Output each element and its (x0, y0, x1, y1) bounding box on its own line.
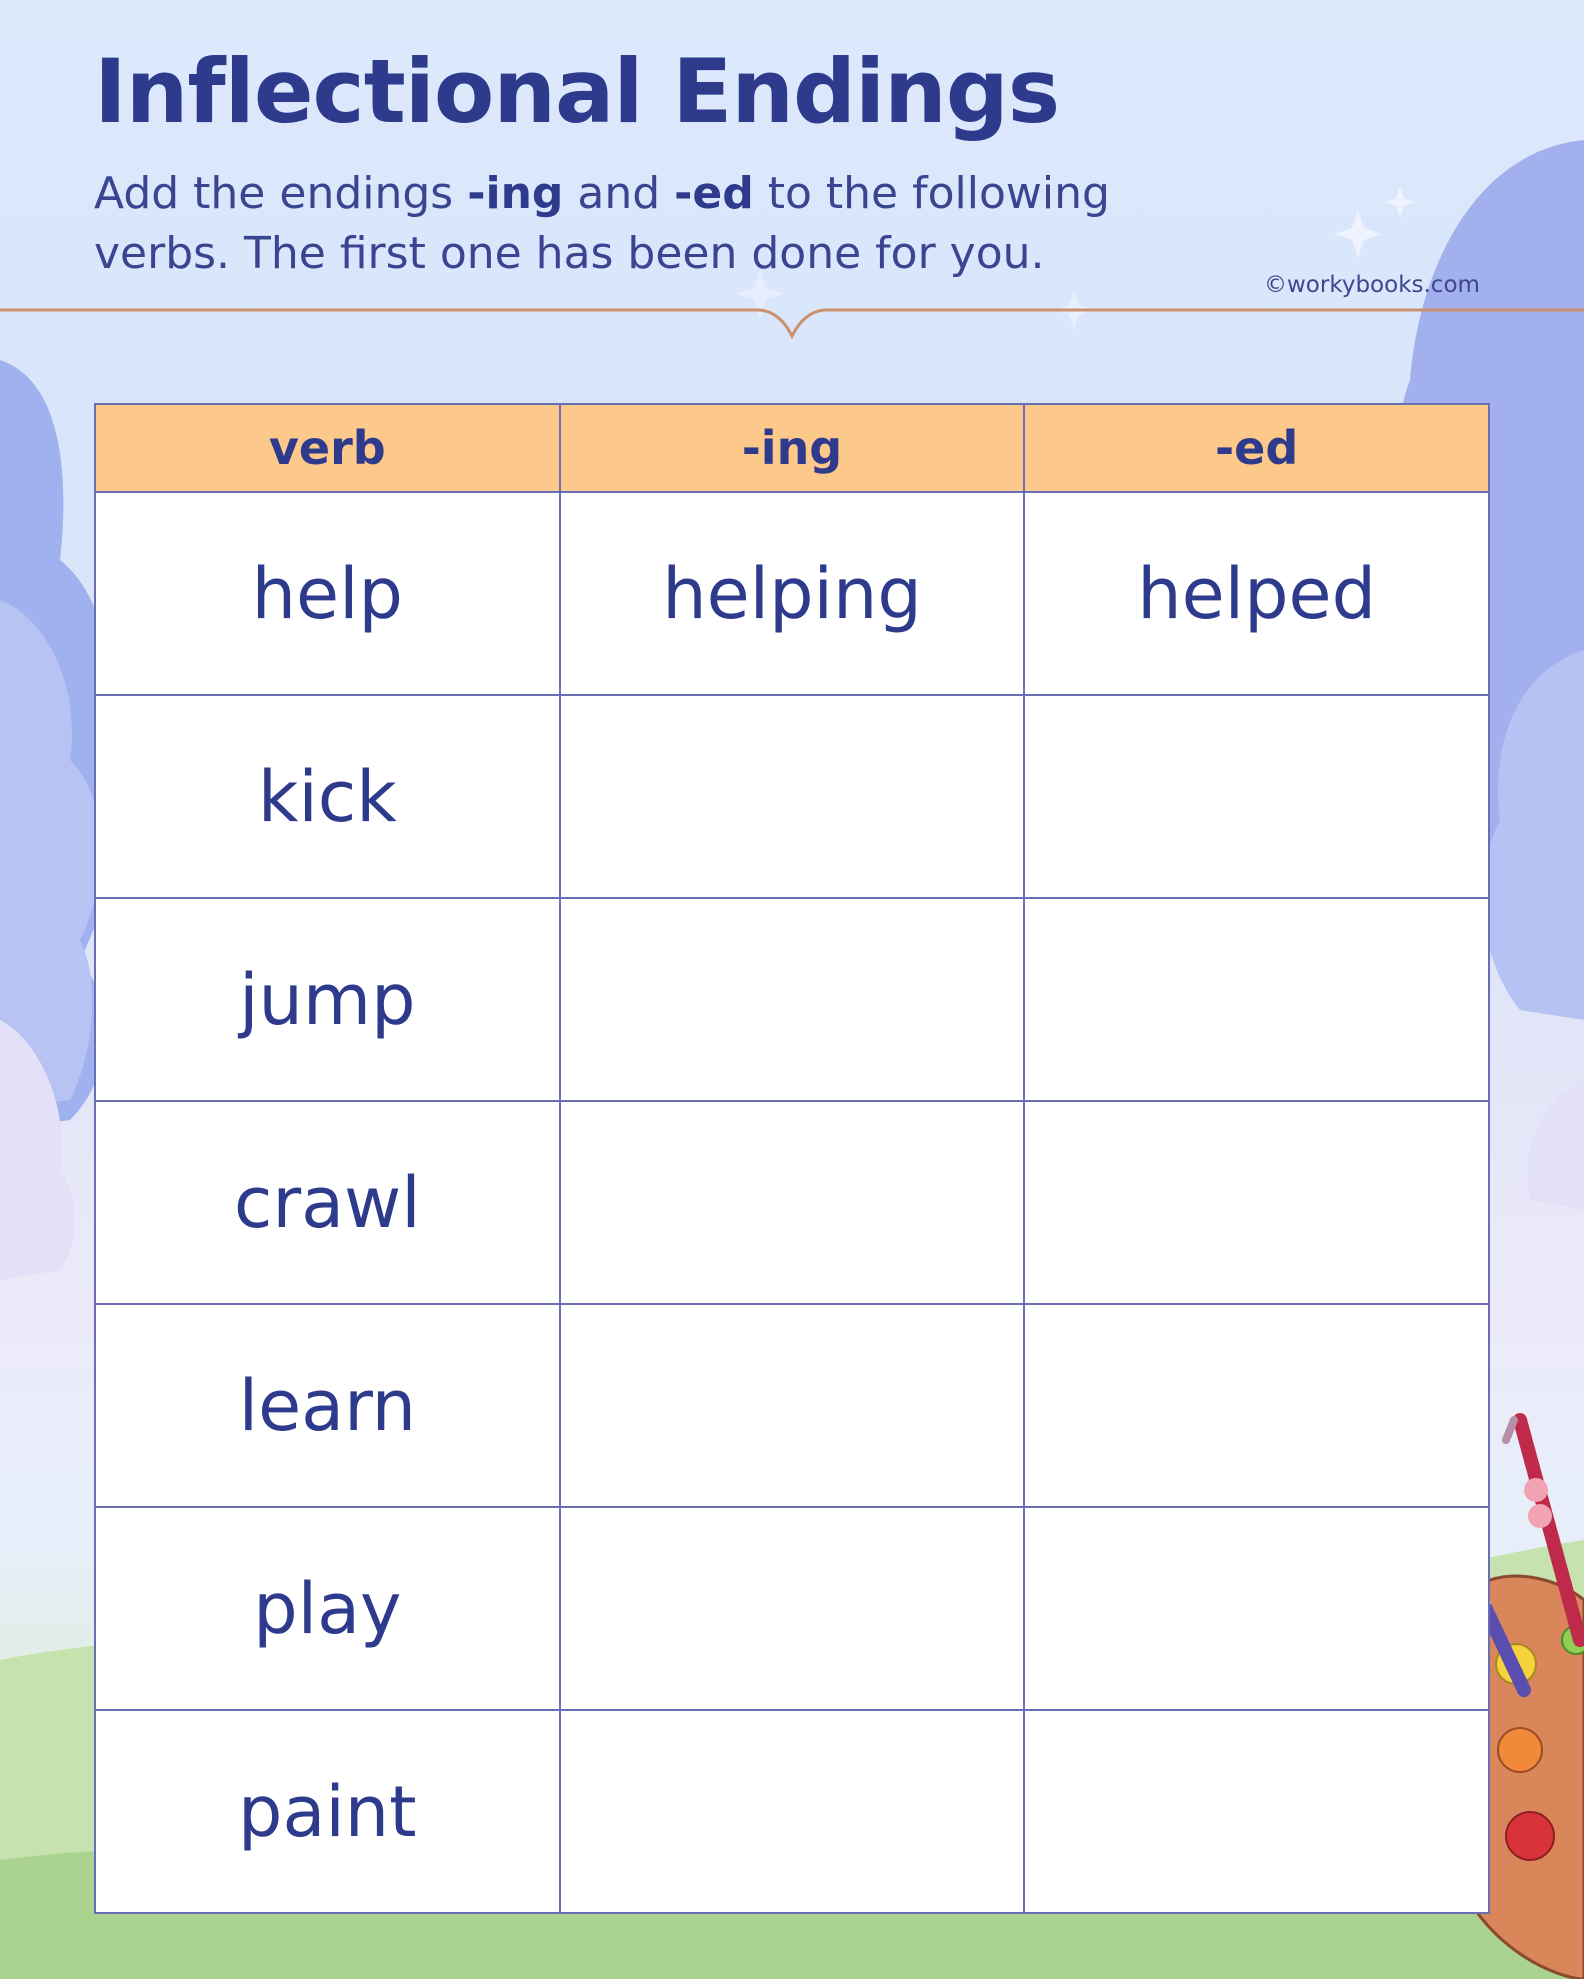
verb-cell: kick (95, 695, 560, 898)
ing-answer-cell[interactable] (560, 1507, 1025, 1710)
instructions-text (94, 164, 1194, 284)
ing-answer-cell[interactable] (560, 898, 1025, 1101)
ending-ed-emphasis: -ed (674, 168, 754, 219)
header-divider (0, 310, 1584, 336)
table-row (95, 1101, 1489, 1304)
instructions-part-2: and (563, 168, 675, 219)
verb-cell: crawl (95, 1101, 560, 1304)
ed-answer-cell[interactable] (1024, 1507, 1489, 1710)
verb-endings-table-container (94, 403, 1490, 1922)
column-header-verb: verb (95, 404, 560, 492)
ing-answer-cell[interactable] (560, 1710, 1025, 1913)
ing-answer-cell[interactable]: helping (560, 492, 1025, 695)
verb-cell: play (95, 1507, 560, 1710)
table-row (95, 898, 1489, 1101)
worksheet-header (0, 0, 1584, 310)
ing-answer-cell[interactable] (560, 695, 1025, 898)
table-row (95, 1304, 1489, 1507)
verb-cell: paint (95, 1710, 560, 1913)
table-header-row (95, 404, 1489, 492)
instructions-part-1: Add the endings (94, 168, 468, 219)
ing-answer-cell[interactable] (560, 1101, 1025, 1304)
column-header-ed: -ed (1024, 404, 1489, 492)
ed-answer-cell[interactable] (1024, 1101, 1489, 1304)
page-title: Inflectional Endings (94, 40, 1060, 143)
ed-answer-cell[interactable] (1024, 1304, 1489, 1507)
table-row (95, 1710, 1489, 1913)
ed-answer-cell[interactable] (1024, 695, 1489, 898)
ed-answer-cell[interactable]: helped (1024, 492, 1489, 695)
right-cloud-low (1527, 1080, 1584, 1210)
verb-cell: learn (95, 1304, 560, 1507)
table-row (95, 1507, 1489, 1710)
table-row (95, 492, 1489, 695)
ed-answer-cell[interactable] (1024, 898, 1489, 1101)
verb-endings-table (94, 403, 1490, 1914)
instructions-part-3: to the following verbs. The first one has been done for you. (94, 168, 1110, 279)
copyright-credit: ©workybooks.com (1264, 272, 1480, 298)
ed-answer-cell[interactable] (1024, 1710, 1489, 1913)
verb-cell: help (95, 492, 560, 695)
ending-ing-emphasis: -ing (467, 168, 564, 219)
ing-answer-cell[interactable] (560, 1304, 1025, 1507)
column-header-ing: -ing (560, 404, 1025, 492)
table-row (95, 695, 1489, 898)
verb-cell: jump (95, 898, 560, 1101)
